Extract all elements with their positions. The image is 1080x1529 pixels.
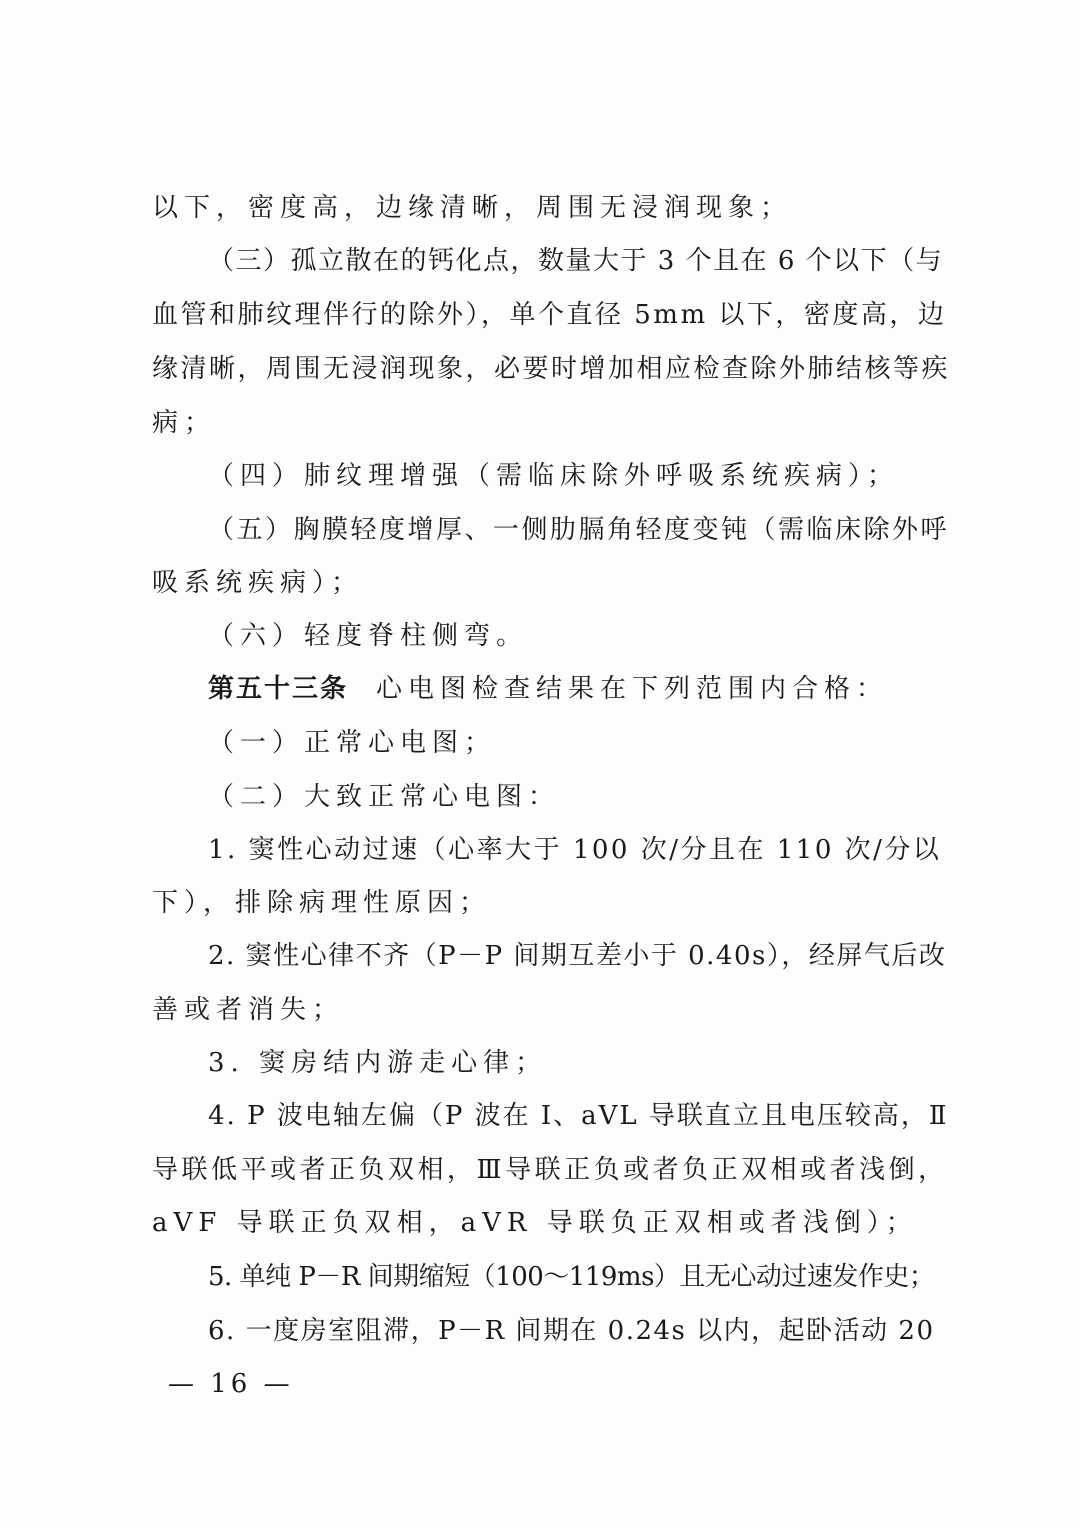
article-line (208, 671, 888, 707)
text-line: 导联低平或者正负双相，Ⅲ导联正负或者负正双相或者浅倒， (152, 1155, 948, 1185)
article-title: 第五十三条 (208, 674, 349, 704)
text-line: 善或者消失； (152, 995, 345, 1025)
page-number: — 16 — (168, 1369, 294, 1399)
text-line: 3. 窦房结内游走心律； (208, 1048, 548, 1078)
text-line: aVF 导联正负双相，aVR 导联负正双相或者浅倒）； (152, 1208, 918, 1238)
text-line: 病； (152, 408, 217, 438)
text-line: 6. 一度房室阻滞，P－R 间期在 0.24s 以内，起卧活动 20 (208, 1316, 935, 1346)
text-line: （一）正常心电图； (208, 728, 497, 758)
text-line: 血管和肺纹理伴行的除外），单个直径 5mm 以下，密度高，边 (152, 300, 947, 330)
text-line: （五）胸膜轻度增厚、一侧肋膈角轻度变钝（需临床除外呼 (208, 515, 950, 545)
text-line: 以下，密度高，边缘清晰，周围无浸润现象； (152, 193, 793, 223)
text-line: （六）轻度脊柱侧弯。 (208, 621, 529, 651)
text-line: （三）孤立散在的钙化点，数量大于 3 个且在 6 个以下（与 (208, 246, 944, 276)
article-text: 心电图检查结果在下列范围内合格： (376, 674, 889, 704)
text-line: （二）大致正常心电图： (208, 782, 561, 812)
text-line: （四）肺纹理增强（需临床除外呼吸系统疾病）； (208, 461, 900, 491)
text-line: 4. P 波电轴左偏（P 波在 I、aVL 导联直立且电压较高，Ⅱ (208, 1101, 949, 1131)
text-line: 2. 窦性心律不齐（P－P 间期互差小于 0.40s），经屏气后改 (208, 941, 947, 971)
text-line: 下），排除病理性原因； (152, 888, 492, 918)
text-line: 5. 单纯 P－R 间期缩短（100～119ms）且无心动过速发作史； (208, 1262, 935, 1292)
text-line: 吸系统疾病）； (152, 568, 364, 598)
text-line: 1. 窦性心动过速（心率大于 100 次/分且在 110 次/分以 (208, 835, 942, 865)
text-line: 缘清晰，周围无浸润现象，必要时增加相应检查除外肺结核等疾 (152, 354, 951, 384)
